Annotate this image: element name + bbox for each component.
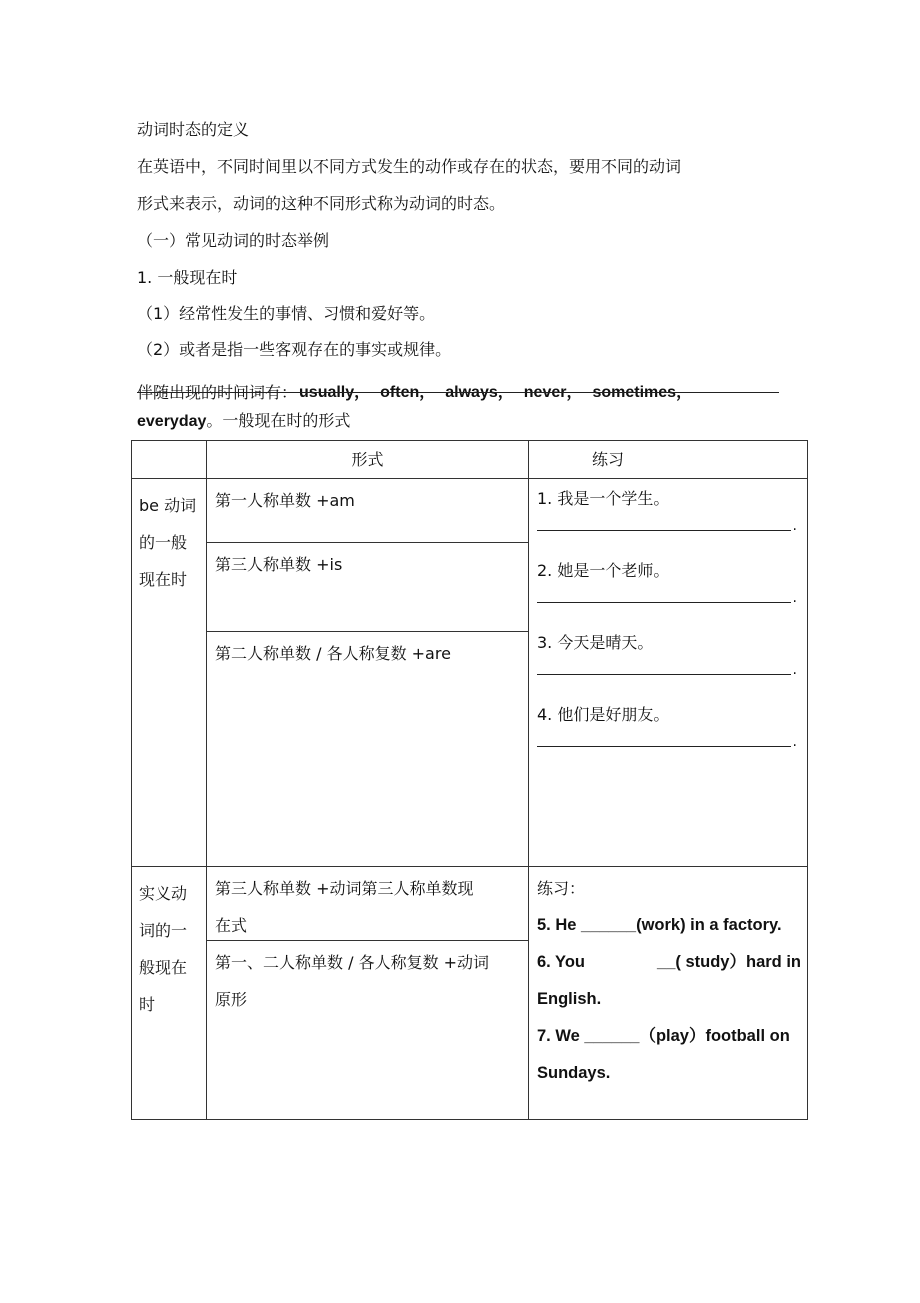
verb-practice-cell — [529, 867, 808, 1120]
header-empty-cell — [132, 441, 207, 479]
category-line: 实义动 — [139, 884, 188, 903]
form-plural — [207, 632, 528, 866]
blank-dot: . — [792, 590, 797, 606]
form-base-verb — [207, 941, 528, 1119]
practice-text: 6. You — [537, 953, 585, 971]
form-third-person-verb — [207, 867, 528, 941]
table-header-row — [132, 441, 808, 479]
tense-table — [131, 440, 808, 1120]
heading: 动词时态的定义 — [137, 120, 250, 139]
form-text: 第三人称单数 +is — [215, 555, 343, 574]
practice-item-6 — [537, 944, 801, 981]
answer-blank[interactable] — [537, 655, 801, 679]
practice-item: 2. 她是一个老师。 — [537, 561, 670, 580]
answer-blank[interactable] — [537, 511, 801, 535]
header-practice: 练习 — [529, 441, 808, 479]
form-text: 第二人称单数 / 各人称复数 +are — [215, 644, 451, 663]
form-text: 第一人称单数 +am — [215, 491, 355, 510]
section-title: （一）常见动词的时态举例 — [137, 231, 330, 250]
subsection-title: 1. 一般现在时 — [137, 268, 238, 287]
practice-item-7: 7. We ______（play）football on — [537, 1027, 790, 1045]
time-word-last: everyday — [137, 413, 207, 430]
header-form: 形式 — [207, 441, 529, 479]
category-line: 时 — [139, 995, 156, 1014]
form-text: 原形 — [215, 990, 248, 1009]
time-words-line — [137, 383, 779, 403]
time-words-line-2 — [137, 411, 350, 432]
blank-dot: . — [792, 662, 797, 678]
form-text: 第三人称单数 +动词第三人称单数现 — [215, 879, 474, 898]
practice-item: 4. 他们是好朋友。 — [537, 705, 670, 724]
answer-blank[interactable] — [537, 583, 801, 607]
time-word: always， — [445, 384, 514, 401]
form-text: 第一、二人称单数 / 各人称复数 +动词 — [215, 953, 490, 972]
practice-item: 1. 我是一个学生。 — [537, 489, 670, 508]
practice-item-6-cont: English. — [537, 990, 602, 1008]
be-category-cell — [132, 479, 207, 867]
category-line: be 动词 — [139, 496, 197, 515]
time-word: never， — [523, 384, 583, 401]
time-words-prefix: 伴随出现的时间词有： — [137, 383, 298, 402]
practice-text: __( study）hard in — [657, 953, 801, 971]
verb-category-cell — [132, 867, 207, 1120]
form-third-person — [207, 543, 528, 632]
category-line: 的一般 — [139, 533, 188, 552]
be-verb-row — [132, 479, 808, 867]
practice-label: 练习： — [537, 879, 586, 898]
blank-dot: . — [792, 518, 797, 534]
time-word: usually， — [299, 384, 371, 401]
form-text: 在式 — [215, 916, 248, 935]
verb-forms-cell — [207, 867, 529, 1120]
point-1: （1）经常性发生的事情、习惯和爱好等。 — [137, 304, 436, 323]
category-line: 现在时 — [139, 570, 188, 589]
time-word: often， — [380, 384, 436, 401]
be-practice-cell — [529, 479, 808, 867]
category-line: 般现在 — [139, 958, 188, 977]
blank-dot: . — [792, 734, 797, 750]
regular-verb-row — [132, 867, 808, 1120]
intro-line-2: 形式来表示，动词的这种不同形式称为动词的时态。 — [137, 194, 506, 213]
point-2: （2）或者是指一些客观存在的事实或规律。 — [137, 340, 452, 359]
strikethrough-line — [137, 392, 779, 393]
time-words-suffix: 。一般现在时的形式 — [206, 411, 351, 430]
category-line: 词的一 — [139, 921, 188, 940]
be-forms-cell — [207, 479, 529, 867]
time-word: sometimes， — [592, 384, 693, 401]
form-first-person — [207, 479, 528, 543]
practice-item: 3. 今天是晴天。 — [537, 633, 654, 652]
answer-blank[interactable] — [537, 727, 801, 751]
practice-item-7-cont: Sundays. — [537, 1064, 611, 1082]
practice-item-5: 5. He ______(work) in a factory. — [537, 916, 782, 934]
intro-line-1: 在英语中，不同时间里以不同方式发生的动作或存在的状态，要用不同的动词 — [137, 157, 682, 176]
